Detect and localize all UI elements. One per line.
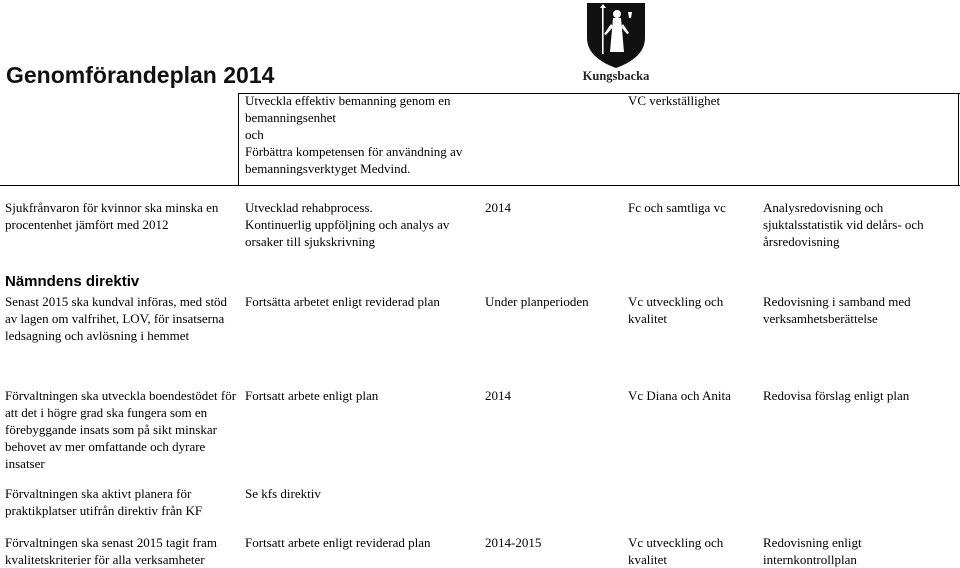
section-row-responsible: Vc Diana och Anita — [628, 388, 731, 403]
section-row-goal: Senast 2015 ska kundval införas, med stöd av lagen om valfrihet, LOV, för insatserna ledsagning och avlösning i hemmet — [5, 294, 228, 343]
table-border — [0, 185, 960, 186]
column-divider — [238, 93, 239, 185]
section-row-activity: Fortsätta arbetet enligt reviderad plan — [245, 294, 440, 309]
section-row-followup: Redovisning enligt internkontrollplan — [763, 535, 862, 567]
section-row-time: 2014-2015 — [485, 535, 542, 550]
section-row-time: Under planperioden — [485, 294, 589, 309]
section-row-responsible: Vc utveckling och kvalitet — [628, 294, 724, 326]
section-row-activity: Fortsatt arbete enligt reviderad plan — [245, 535, 431, 550]
section-row-goal: Förvaltningen ska aktivt planera för praktikplatser utifrån direktiv från KF — [5, 486, 203, 518]
section-row-time: 2014 — [485, 388, 511, 403]
section-row-activity: Se kfs direktiv — [245, 486, 321, 501]
section-row-goal: Förvaltningen ska utveckla boendestödet för att det i högre grad ska fungera som en förebyggande insats som på sikt minskar behovet av mer omfattande och dyrare insatser — [5, 388, 237, 471]
page-title: Genomförandeplan 2014 — [6, 62, 275, 88]
section-row-followup: Redovisning i samband med verksamhetsberättelse — [763, 294, 911, 326]
section-row-followup: Redovisa förslag enligt plan — [763, 388, 910, 403]
logo-text: Kungsbacka — [582, 69, 650, 83]
section-row-goal: Förvaltningen ska senast 2015 tagit fram kvalitetskriterier för alla verksamheter — [5, 535, 217, 567]
section-row-responsible: Vc utveckling och kvalitet — [628, 535, 724, 567]
column-divider — [958, 93, 959, 185]
row-1-responsible: Fc och samtliga vc — [628, 200, 726, 215]
coat-of-arms-icon — [580, 0, 652, 70]
row-1-followup: Analysredovisning och sjuktalsstatistik vid delårs- och årsredovisning — [763, 200, 924, 249]
top-row-responsible: VC verkställighet — [628, 93, 721, 108]
top-row-activity: Utveckla effektiv bemanning genom en bemanningsenhet och Förbättra kompetensen för användning av bemanningsverktyget Medvind. — [245, 93, 463, 176]
section-heading: Nämndens direktiv — [5, 273, 140, 290]
section-row-activity: Fortsatt arbete enligt plan — [245, 388, 379, 403]
row-1-time: 2014 — [485, 200, 511, 215]
row-1-goal: Sjukfrånvaron för kvinnor ska minska en procentenhet jämfört med 2012 — [5, 200, 219, 232]
kungsbacka-logo — [580, 0, 652, 88]
row-1-activity: Utvecklad rehabprocess. Kontinuerlig uppföljning och analys av orsaker till sjukskrivning — [245, 200, 450, 249]
